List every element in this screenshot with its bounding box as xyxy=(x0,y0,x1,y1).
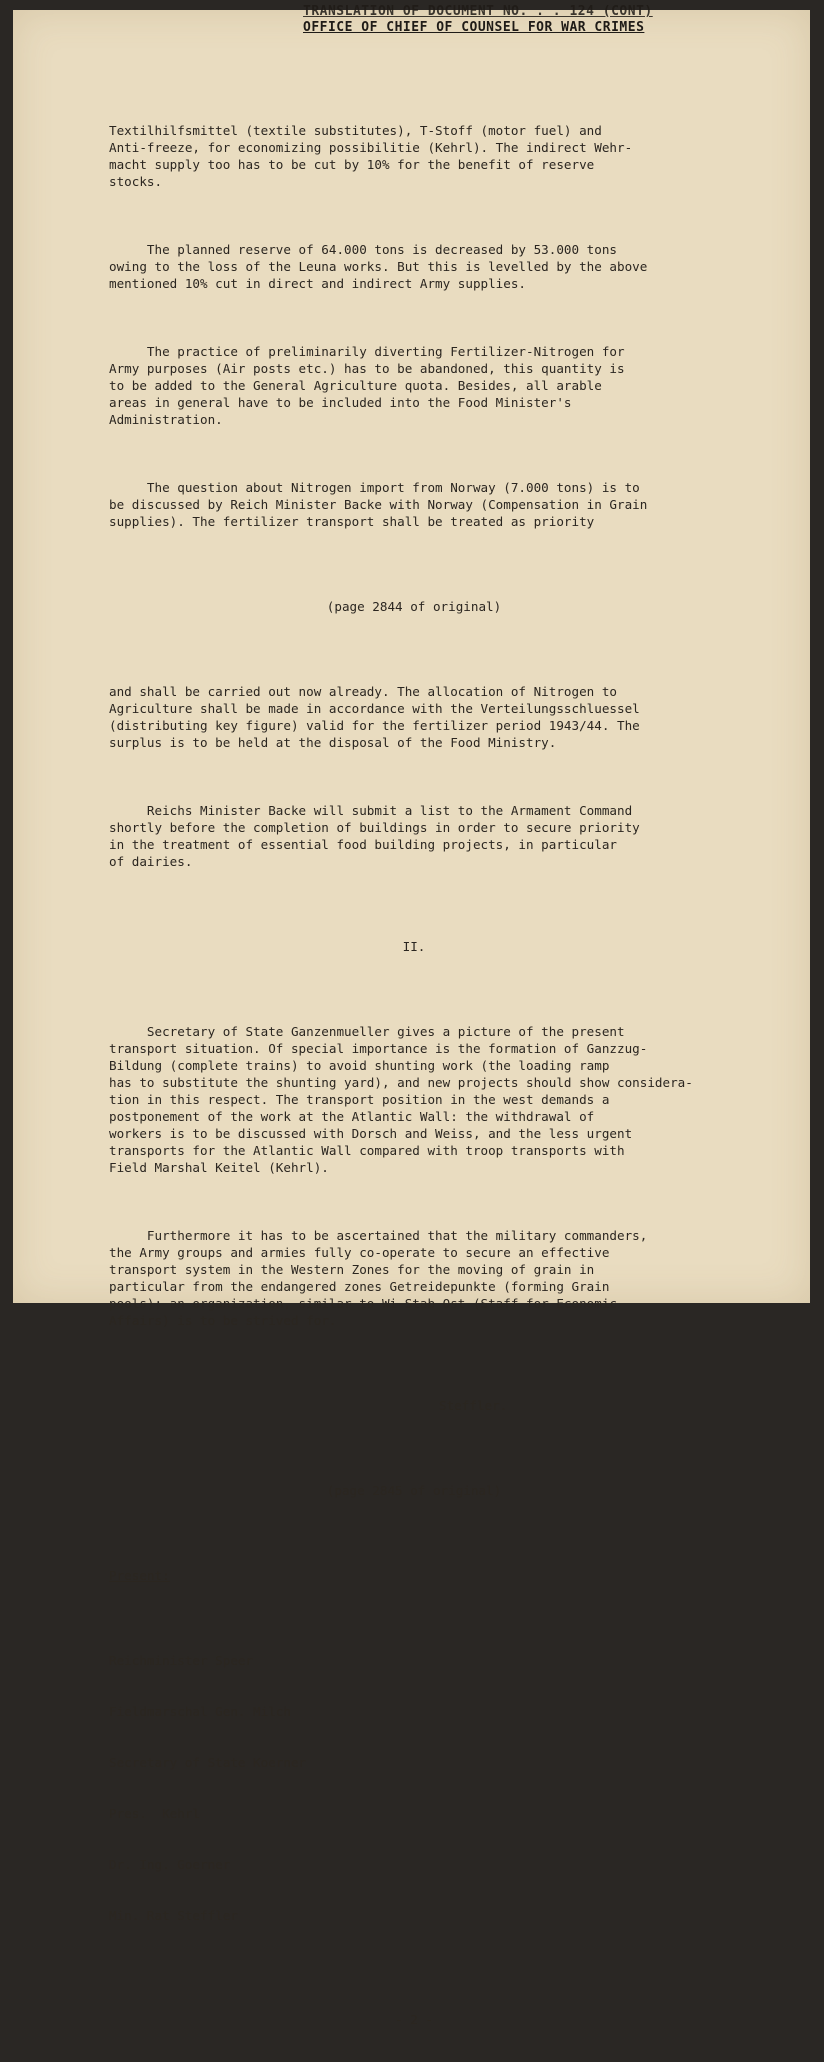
paragraph-allocation: and shall be carried out now already. The allocation of Nitrogen to Agriculture shall be made in accordance with the Verteilungsschluessel (distributing key figure) valid for the fertilizer period 1943/44. The surplus is to be held at the disposal of the Food Ministry. xyxy=(109,684,640,750)
header-line-1: TRANSLATION OF DOCUMENT NO. . . 124 (CONT) xyxy=(303,4,653,19)
document-page xyxy=(13,4,810,2027)
section-number: II. xyxy=(402,939,426,954)
header-line-2: OFFICE OF CHIEF OF COUNSEL FOR WAR CRIMES xyxy=(303,20,645,35)
paragraph-reserve: The planned reserve of 64.000 tons is decreased by 53.000 tons owing to the loss of the Leuna works. But this is levelled by the above mentioned 10% cut in direct and indirect Army supplies. xyxy=(109,242,648,291)
page-reference-2844: (page 2844 of original) xyxy=(326,599,502,614)
document-body xyxy=(109,88,719,2062)
page-reference-2845: (page 2845 of original) xyxy=(326,1483,502,1498)
paragraph-transport: Secretary of State Ganzenmueller gives a picture of the present transport situation. Of special importance is the formation of Ganzzug- Bildung (complete trains) to avoid shunting work (the loading ramp has to substitute the shunting yard), and new projects should show considera- tion in this respect. The transport position in the west demands a postponement of the work at the Atlantic Wall: the withdrawal of workers is to be discussed with Dorsch and Weiss, and the less urgent transports for the Atlantic Wall compared with troop transports with Field Marshal Keitel (Kehrl). xyxy=(109,1024,693,1175)
present-item: Pres. Kehrl xyxy=(109,1806,200,1821)
present-item: Min. Rat Steffler xyxy=(109,1908,238,1923)
present-item: Dr. Ing. Goerner xyxy=(109,1857,231,1872)
present-item: Reichminister Speer xyxy=(109,1653,254,1668)
present-item: Secretary of State Koerner xyxy=(109,1755,307,1770)
present-item: Fieldmarschal Gen. Milch xyxy=(109,1704,291,1719)
paragraph-nitrogen-norway: The question about Nitrogen import from Norway (7.000 tons) is to be discussed by Reich Minister Backe with Norway (Compensation in Grain supplies). The fertilizer transport shall be treated as priority xyxy=(109,480,648,529)
signature: Steffler. xyxy=(439,1398,508,1413)
paragraph-fertilizer: The practice of preliminarily diverting Fertilizer-Nitrogen for Army purposes (Air posts etc.) has to be abandoned, this quantity is to be added to the General Agriculture quota. Besides, all arable areas in general have to be included into the Food Minister's Administration. xyxy=(109,344,625,427)
paragraph-textile: Textilhilfsmittel (textile substitutes), T-Stoff (motor fuel) and Anti-freeze, for economizing possibilitie (Kehrl). The indirect Wehr- macht supply too has to be cut by 10% for the benefit of reserve stocks. xyxy=(109,123,633,189)
paragraph-military-commanders: Furthermore it has to be ascertained that the military commanders, the Army groups and armies fully co-operate to secure an effective transport system in the Western Zones for the moving of grain in particular from the endangered zones Getreidepunkte (forming Grain pools); an organization, similar to Wi-Stab Ost (Staff for Economic Affairs) is to be strived for. xyxy=(109,1228,648,1328)
present-list xyxy=(109,1618,719,1958)
present-heading: Present: xyxy=(109,1568,170,1583)
paragraph-backe-list: Reichs Minister Backe will submit a list to the Armament Command shortly before the completion of buildings in order to secure priority in the treatment of essential food building projects, in particular of dairies. xyxy=(109,803,640,869)
document-header xyxy=(303,4,683,36)
page-number: - 2 - xyxy=(395,2012,433,2027)
